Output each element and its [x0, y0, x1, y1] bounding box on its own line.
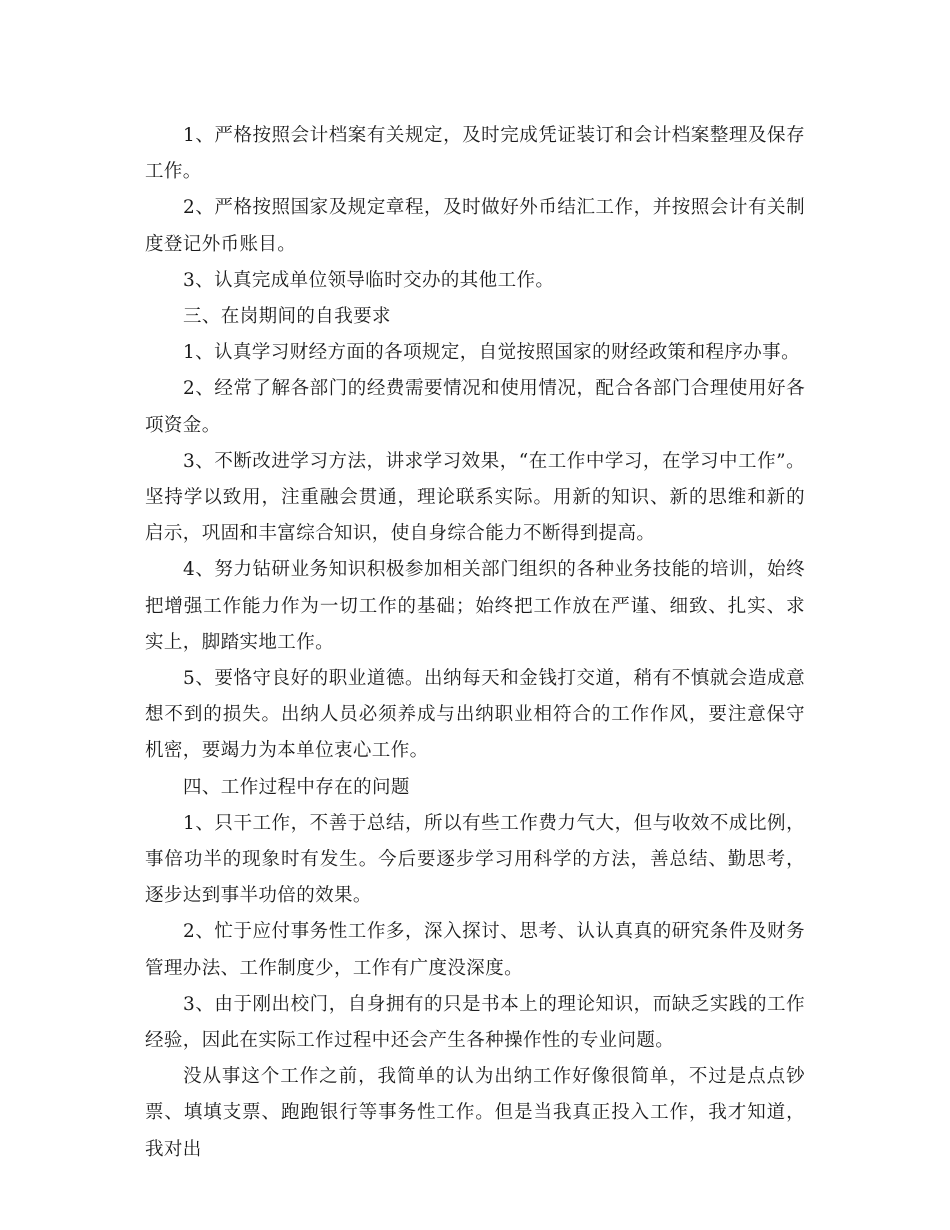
paragraph: 1、严格按照会计档案有关规定，及时完成凭证装订和会计档案整理及保存工作。: [145, 125, 805, 183]
paragraph: 1、只干工作，不善于总结，所以有些工作费力气大，但与收效不成比例，事倍功半的现象时有发生。今后要逐步学习用科学的方法，善总结、勤思考，逐步达到事半功倍的效果。: [145, 812, 805, 907]
paragraph: 2、忙于应付事务性工作多，深入探讨、思考、认认真真的研究条件及财务管理办法、工作制度少，工作有广度没深度。: [145, 921, 805, 979]
section-heading: 四、工作过程中存在的问题: [183, 776, 410, 798]
paragraph: 没从事这个工作之前，我简单的认为出纳工作好像很简单，不过是点点钞票、填填支票、跑跑银行等事务性工作。但是当我真正投入工作，我才知道，我对出: [145, 1066, 805, 1160]
paragraph: 1、认真学习财经方面的各项规定，自觉按照国家的财经政策和程序办事。: [183, 342, 800, 364]
paragraph: 3、由于刚出校门，自身拥有的只是书本上的理论知识，而缺乏实践的工作经验，因此在实际工作过程中还会产生各种操作性的专业问题。: [145, 993, 805, 1052]
paragraph: 2、经常了解各部门的经费需要情况和使用情况，配合各部门合理使用好各项资金。: [145, 378, 805, 436]
paragraph: 3、不断改进学习方法，讲求学习效果，“在工作中学习，在学习中工作”。坚持学以致用，注重融会贯通，理论联系实际。用新的知识、新的思维和新的启示，巩固和丰富综合知识，使自身综合能力不断得到提高。: [145, 450, 805, 545]
document-body: [145, 118, 805, 1168]
paragraph: 2、严格按照国家及规定章程，及时做好外币结汇工作，并按照会计有关制度登记外币账目。: [145, 197, 805, 255]
paragraph: 3、认真完成单位领导临时交办的其他工作。: [183, 269, 555, 291]
section-heading: 三、在岗期间的自我要求: [183, 306, 391, 328]
paragraph: 5、要恪守良好的职业道德。出纳每天和金钱打交道，稍有不慎就会造成意想不到的损失。出纳人员必须养成与出纳职业相符合的工作作风，要注意保守机密，要竭力为本单位衷心工作。: [145, 668, 805, 762]
paragraph: 4、努力钻研业务知识积极参加相关部门组织的各种业务技能的培训，始终把增强工作能力作为一切工作的基础；始终把工作放在严谨、细致、扎实、求实上，脚踏实地工作。: [145, 559, 805, 653]
